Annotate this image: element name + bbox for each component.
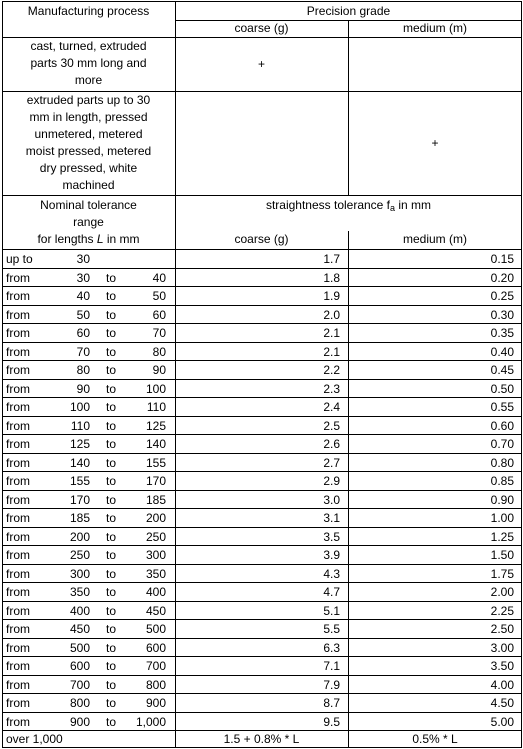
sub-coarse-label: coarse (g)	[234, 232, 289, 246]
process-2-description	[2, 92, 175, 194]
range-upper-bound: 350	[145, 567, 166, 581]
medium-tolerance-value: 0.25	[490, 289, 514, 303]
range-upper-bound: 200	[145, 511, 166, 525]
grid-line	[175, 20, 522, 21]
range-lower-bound: 125	[69, 437, 90, 451]
coarse-tolerance-value: 2.5	[323, 419, 340, 433]
process-2-line: machined	[62, 178, 115, 192]
range-lower-bound: 30	[76, 271, 90, 285]
range-to-label: to	[105, 382, 116, 396]
range-lower-bound: 60	[76, 326, 90, 340]
range-to-label: to	[105, 678, 116, 692]
process-1-line: parts 30 mm long and	[30, 56, 147, 70]
medium-tolerance-value: 1.50	[490, 548, 514, 562]
grid-line	[175, 1, 176, 748]
range-lower-bound: 170	[69, 493, 90, 507]
process-2-line: unmetered, metered	[34, 127, 143, 141]
coarse-tolerance-value: 1.7	[323, 252, 340, 266]
medium-tolerance-value: 0.70	[490, 437, 514, 451]
range-upper-bound: 250	[145, 530, 166, 544]
straightness-prefix: straightness tolerance f	[265, 198, 391, 212]
nominal-range-line1: Nominal tolerance	[40, 198, 137, 212]
coarse-tolerance-value: 1.8	[323, 271, 340, 285]
medium-tolerance-value: 0.60	[490, 419, 514, 433]
range-lower-bound: 40	[76, 289, 90, 303]
range-from-label: up to	[6, 252, 33, 266]
range-to-label: to	[105, 271, 116, 285]
medium-tolerance-value: 0.45	[490, 363, 514, 377]
range-upper-bound: 185	[145, 493, 166, 507]
range-to-label: to	[105, 308, 116, 322]
medium-tolerance-value: 1.25	[490, 530, 514, 544]
range-to-label: to	[105, 456, 116, 470]
grid-line	[2, 195, 522, 196]
header-medium-label: medium (m)	[402, 21, 467, 35]
coarse-tolerance-value: 3.0	[323, 493, 340, 507]
range-upper-bound: 155	[145, 456, 166, 470]
sub-medium-label: medium (m)	[402, 232, 467, 246]
range-from-label: from	[6, 548, 30, 562]
range-lower-bound: 70	[76, 345, 90, 359]
range-lower-bound: 155	[69, 474, 90, 488]
grid-line	[2, 693, 522, 694]
medium-tolerance-value: 5.00	[490, 715, 514, 729]
process-1-line: cast, turned, extruded	[30, 39, 147, 53]
range-from-label: from	[6, 493, 30, 507]
range-lower-bound: 450	[69, 622, 90, 636]
range-lower-bound: 100	[69, 400, 90, 414]
process-2-line: mm in length, pressed	[29, 110, 148, 124]
process-1-line: more	[74, 73, 103, 87]
coarse-tolerance-value: 2.1	[323, 326, 340, 340]
grid-line	[2, 342, 522, 343]
range-upper-bound: 450	[145, 604, 166, 618]
grid-line	[2, 37, 522, 38]
grid-line	[2, 527, 522, 528]
range-lower-bound: 800	[69, 696, 90, 710]
grid-line	[2, 268, 522, 269]
coarse-tolerance-value: 2.6	[323, 437, 340, 451]
medium-tolerance-value: 0.50	[490, 382, 514, 396]
range-to-label: to	[105, 641, 116, 655]
grid-line	[2, 360, 522, 361]
medium-tolerance-value: 2.00	[490, 585, 514, 599]
range-from-label: from	[6, 271, 30, 285]
range-to-label: to	[105, 326, 116, 340]
range-upper-bound: 500	[145, 622, 166, 636]
header-grade-label: Precision grade	[306, 4, 391, 18]
range-to-label: to	[105, 622, 116, 636]
nominal-range-prefix: for lengths	[37, 232, 97, 246]
range-upper-bound: 110	[146, 400, 166, 414]
coarse-tolerance-value: 2.2	[323, 363, 340, 377]
range-to-label: to	[105, 585, 116, 599]
range-from-label: from	[6, 400, 30, 414]
range-upper-bound: 300	[145, 548, 166, 562]
nominal-range-suffix: in mm	[103, 232, 140, 246]
coarse-tolerance-value: 4.3	[323, 567, 340, 581]
range-from-label: from	[6, 326, 30, 340]
range-from-label: from	[6, 456, 30, 470]
coarse-tolerance-value: 3.5	[323, 530, 340, 544]
medium-tolerance-value: 0.35	[490, 326, 514, 340]
medium-tolerance-value: 3.00	[490, 641, 514, 655]
grid-line	[2, 508, 522, 509]
range-from-label: from	[6, 308, 30, 322]
process-1-description	[2, 38, 175, 89]
range-from-label: from	[6, 437, 30, 451]
grid-line	[348, 20, 349, 196]
grid-line	[2, 712, 522, 713]
range-from-label: from	[6, 678, 30, 692]
range-from-label: from	[6, 382, 30, 396]
range-upper-bound: 400	[145, 585, 166, 599]
grid-line	[2, 747, 522, 748]
range-from-label: from	[6, 511, 30, 525]
process-2-line: dry pressed, white	[39, 161, 138, 175]
range-to-label: to	[105, 715, 116, 729]
coarse-tolerance-value: 3.1	[323, 511, 340, 525]
straightness-tolerance-label	[175, 197, 522, 216]
medium-tolerance-value: 0.90	[490, 493, 514, 507]
medium-tolerance-value: 4.50	[490, 696, 514, 710]
header-process-label: Manufacturing process	[27, 4, 150, 18]
range-upper-bound: 60	[152, 308, 166, 322]
range-lower-bound: 600	[69, 659, 90, 673]
range-upper-bound: 40	[152, 271, 166, 285]
range-to-label: to	[105, 493, 116, 507]
coarse-tolerance-value: 1.9	[323, 289, 340, 303]
medium-tolerance-value: 1.75	[490, 567, 514, 581]
medium-tolerance-value: 0.40	[490, 345, 514, 359]
range-lower-bound: 200	[69, 530, 90, 544]
grid-line	[2, 582, 522, 583]
grid-line	[521, 1, 522, 748]
header-coarse-label: coarse (g)	[234, 21, 289, 35]
range-lower-bound: 80	[76, 363, 90, 377]
grid-line	[2, 601, 522, 602]
grid-line	[2, 453, 522, 454]
range-lower-bound: 700	[69, 678, 90, 692]
grid-line	[2, 249, 522, 250]
medium-tolerance-value: 0.15	[490, 252, 514, 266]
grid-line	[2, 564, 522, 565]
coarse-tolerance-value: 3.9	[323, 548, 340, 562]
coarse-tolerance-value: 9.5	[323, 715, 340, 729]
range-to-label: to	[105, 345, 116, 359]
coarse-tolerance-value: 2.4	[323, 400, 340, 414]
grid-line	[2, 730, 522, 731]
range-lower-bound: 500	[69, 641, 90, 655]
range-to-label: to	[105, 419, 116, 433]
range-to-label: to	[105, 363, 116, 377]
grid-line	[2, 1, 3, 748]
range-to-label: to	[105, 474, 116, 488]
range-lower-bound: 50	[76, 308, 90, 322]
range-lower-bound: 300	[69, 567, 90, 581]
range-upper-bound: 50	[152, 289, 166, 303]
range-from-label: from	[6, 715, 30, 729]
range-upper-bound: 600	[145, 641, 166, 655]
grid-line	[2, 638, 522, 639]
range-to-label: to	[105, 530, 116, 544]
range-upper-bound: 100	[145, 382, 166, 396]
range-to-label: to	[105, 696, 116, 710]
range-upper-bound: 800	[145, 678, 166, 692]
range-from-label: from	[6, 530, 30, 544]
coarse-tolerance-value: 7.9	[323, 678, 340, 692]
range-to-label: to	[105, 567, 116, 581]
range-from-label: from	[6, 604, 30, 618]
last-row-label: over 1,000	[6, 732, 63, 746]
medium-tolerance-value: 3.50	[490, 659, 514, 673]
coarse-tolerance-value: 2.0	[323, 308, 340, 322]
range-lower-bound: 185	[69, 511, 90, 525]
range-upper-bound: 70	[152, 326, 166, 340]
range-lower-bound: 140	[69, 456, 90, 470]
medium-tolerance-value: 1.00	[490, 511, 514, 525]
coarse-tolerance-value: 2.3	[323, 382, 340, 396]
coarse-tolerance-value: 2.1	[323, 345, 340, 359]
process-1-coarse-mark: +	[257, 57, 265, 71]
medium-tolerance-value: 0.20	[490, 271, 514, 285]
range-lower-bound: 350	[69, 585, 90, 599]
range-from-label: from	[6, 345, 30, 359]
grid-line	[2, 471, 522, 472]
coarse-tolerance-value: 6.3	[323, 641, 340, 655]
coarse-tolerance-value: 2.7	[323, 456, 340, 470]
last-row-medium: 0.5% * L	[412, 732, 458, 746]
grid-line	[2, 545, 522, 546]
range-from-label: from	[6, 567, 30, 581]
medium-tolerance-value: 0.80	[490, 456, 514, 470]
range-from-label: from	[6, 289, 30, 303]
range-lower-bound: 900	[69, 715, 90, 729]
range-to-label: to	[105, 400, 116, 414]
range-upper-bound: 125	[145, 419, 166, 433]
range-to-label: to	[105, 289, 116, 303]
range-lower-bound: 400	[69, 604, 90, 618]
straightness-subscript: a	[390, 203, 396, 213]
range-upper-bound: 80	[152, 345, 166, 359]
coarse-tolerance-value: 5.5	[323, 622, 340, 636]
range-upper-bound: 700	[145, 659, 166, 673]
grid-line	[2, 490, 522, 491]
grid-line	[2, 305, 522, 306]
grid-line	[2, 397, 522, 398]
coarse-tolerance-value: 4.7	[323, 585, 340, 599]
range-from-label: from	[6, 622, 30, 636]
range-to-label: to	[105, 604, 116, 618]
grid-line	[2, 91, 522, 92]
medium-tolerance-value: 0.30	[490, 308, 514, 322]
coarse-tolerance-value: 7.1	[323, 659, 340, 673]
nominal-range-line2: range	[73, 215, 104, 229]
range-to-label: to	[105, 548, 116, 562]
grid-line	[2, 656, 522, 657]
range-upper-bound: 170	[145, 474, 166, 488]
range-to-label: to	[105, 511, 116, 525]
range-lower-bound: 90	[76, 382, 90, 396]
range-from-label: from	[6, 641, 30, 655]
range-lower-bound: 110	[70, 419, 90, 433]
medium-tolerance-value: 4.00	[490, 678, 514, 692]
process-2-line: extruded parts up to 30	[26, 93, 151, 107]
tolerance-table	[2, 1, 522, 748]
grid-line	[2, 434, 522, 435]
medium-tolerance-value: 0.85	[490, 474, 514, 488]
range-from-label: from	[6, 363, 30, 377]
medium-tolerance-value: 2.25	[490, 604, 514, 618]
range-lower-bound: 250	[69, 548, 90, 562]
grid-line	[2, 286, 522, 287]
nominal-range-line3	[2, 231, 175, 247]
range-from-label: from	[6, 696, 30, 710]
range-upper-bound: 140	[145, 437, 166, 451]
range-from-label: from	[6, 659, 30, 673]
straightness-suffix: in mm	[395, 198, 432, 212]
process-2-medium-mark: +	[431, 136, 439, 150]
last-row-coarse: 1.5 + 0.8% * L	[223, 732, 300, 746]
grid-line	[2, 323, 522, 324]
range-upper-bound: 900	[145, 696, 166, 710]
medium-tolerance-value: 0.55	[490, 400, 514, 414]
process-2-line: moist pressed, metered	[25, 144, 152, 158]
grid-line	[2, 1, 522, 2]
range-to-label: to	[105, 437, 116, 451]
grid-line	[2, 675, 522, 676]
range-lower-bound: 30	[76, 252, 90, 266]
nominal-range-variable: L	[96, 232, 104, 246]
coarse-tolerance-value: 2.9	[323, 474, 340, 488]
coarse-tolerance-value: 5.1	[323, 604, 340, 618]
range-upper-bound: 1,000	[135, 715, 166, 729]
grid-line	[2, 416, 522, 417]
medium-tolerance-value: 2.50	[490, 622, 514, 636]
coarse-tolerance-value: 8.7	[323, 696, 340, 710]
range-from-label: from	[6, 419, 30, 433]
grid-line	[2, 619, 522, 620]
range-from-label: from	[6, 585, 30, 599]
range-to-label: to	[105, 659, 116, 673]
range-upper-bound: 90	[152, 363, 166, 377]
grid-line	[2, 379, 522, 380]
range-from-label: from	[6, 474, 30, 488]
